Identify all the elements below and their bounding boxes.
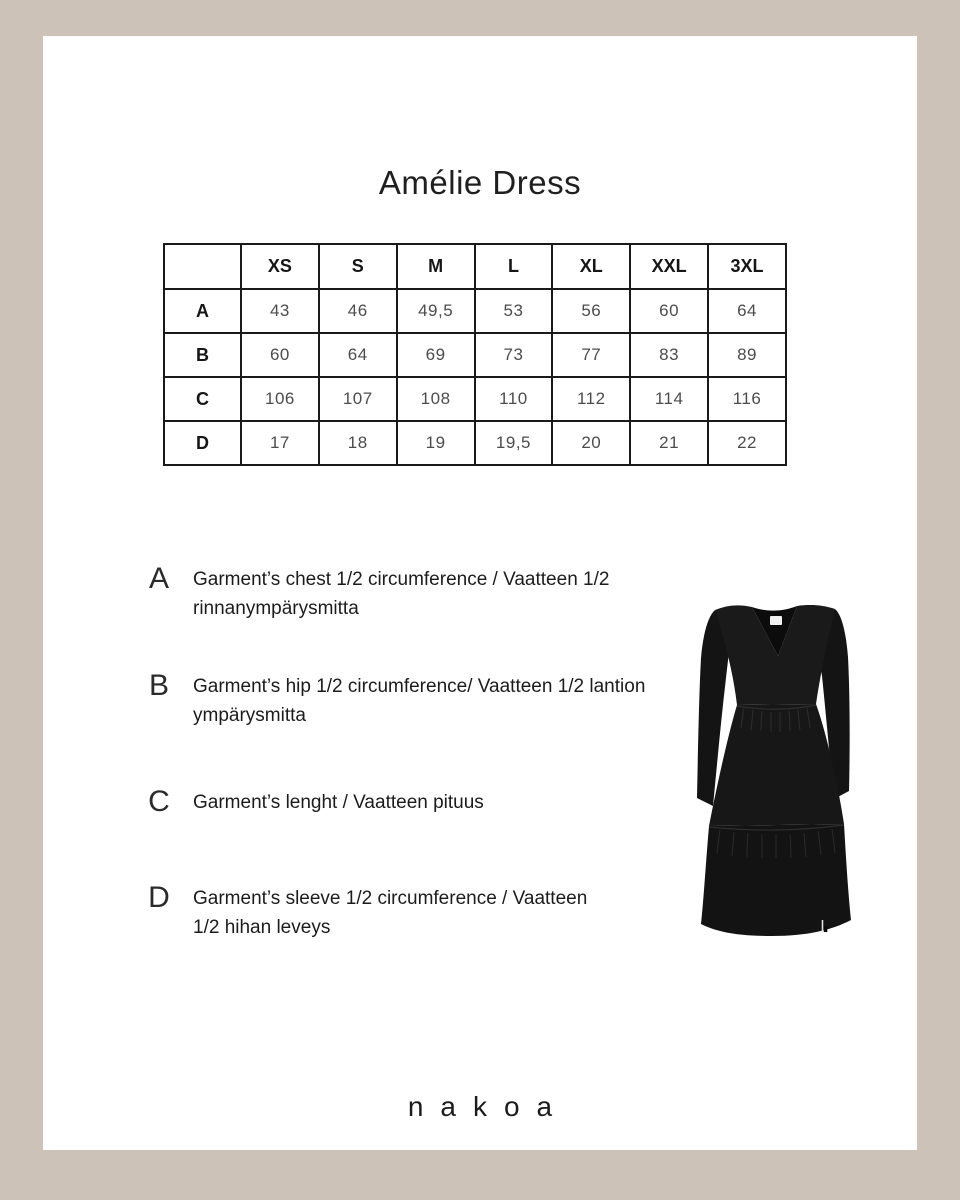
legend-text <box>193 788 484 817</box>
measurement-value-cell: 19 <box>397 421 475 465</box>
size-column-header: 3XL <box>708 244 786 289</box>
legend-text-line: Garment’s sleeve 1/2 circumference / Vaatteen <box>193 888 588 909</box>
legend-letter: C <box>148 785 170 818</box>
measurement-value-cell: 89 <box>708 333 786 377</box>
measurement-value-cell: 108 <box>397 377 475 421</box>
measurement-value-cell: 83 <box>630 333 708 377</box>
measurement-value-cell: 114 <box>630 377 708 421</box>
page-title: Amélie Dress <box>378 164 582 201</box>
measurement-value-cell: 64 <box>708 289 786 333</box>
legend-letter: D <box>148 881 170 914</box>
legend-row-D <box>143 881 588 942</box>
measurement-value-cell: 43 <box>241 289 319 333</box>
measurement-value-cell: 17 <box>241 421 319 465</box>
measurement-value-cell: 60 <box>630 289 708 333</box>
measurement-value-cell: 46 <box>319 289 397 333</box>
legend-text <box>193 672 645 730</box>
measurement-value-cell: 107 <box>319 377 397 421</box>
measurement-value-cell: 112 <box>552 377 630 421</box>
legend-text-line: rinnanympärysmitta <box>193 598 359 619</box>
measurement-row-label: A <box>164 289 241 333</box>
corner-cell <box>164 244 241 289</box>
legend-text-line: Garment’s hip 1/2 circumference/ Vaatteen 1/2 lantion <box>193 676 646 697</box>
measurement-value-cell: 64 <box>319 333 397 377</box>
size-chart-table <box>163 243 787 466</box>
size-column-header: XL <box>552 244 630 289</box>
brand-logo-wrap <box>43 1091 917 1123</box>
size-column-header: M <box>397 244 475 289</box>
measurement-value-cell: 73 <box>475 333 553 377</box>
legend-letter: B <box>148 669 169 702</box>
measurement-value-cell: 19,5 <box>475 421 553 465</box>
legend-text <box>193 884 587 942</box>
measurement-value-cell: 20 <box>552 421 630 465</box>
measurement-value-cell: 60 <box>241 333 319 377</box>
measurement-value-cell: 21 <box>630 421 708 465</box>
table-row <box>164 377 786 421</box>
measurement-value-cell: 69 <box>397 333 475 377</box>
legend-row-A <box>143 562 610 623</box>
measurement-row-label: D <box>164 421 241 465</box>
size-column-header: XS <box>241 244 319 289</box>
table-header-row <box>164 244 786 289</box>
legend-row-C <box>143 785 484 818</box>
size-column-header: L <box>475 244 553 289</box>
measurement-value-cell: 18 <box>319 421 397 465</box>
dress-hem-tag <box>824 926 828 932</box>
measurement-value-cell: 53 <box>475 289 553 333</box>
legend-text <box>193 565 609 623</box>
measurement-row-label: C <box>164 377 241 421</box>
size-guide-card <box>43 36 917 1150</box>
dress-neck-label <box>770 616 782 625</box>
table-row <box>164 289 786 333</box>
measurement-value-cell: 116 <box>708 377 786 421</box>
legend-row-B <box>143 669 646 730</box>
dress-middle-tier <box>709 704 844 826</box>
table-row <box>164 333 786 377</box>
size-column-header: S <box>319 244 397 289</box>
size-column-header: XXL <box>630 244 708 289</box>
legend-text-line: ympärysmitta <box>193 705 306 726</box>
measurement-value-cell: 49,5 <box>397 289 475 333</box>
brand-logo: nakoa <box>407 1091 570 1122</box>
measurement-value-cell: 56 <box>552 289 630 333</box>
measurement-value-cell: 22 <box>708 421 786 465</box>
legend-text-line: Garment’s chest 1/2 circumference / Vaatteen 1/2 <box>193 569 610 590</box>
measurement-value-cell: 77 <box>552 333 630 377</box>
table-row <box>164 421 786 465</box>
legend-text-line: Garment’s lenght / Vaatteen pituus <box>193 792 484 813</box>
table-head <box>164 244 786 289</box>
legend-letter: A <box>148 562 169 595</box>
measurement-row-label: B <box>164 333 241 377</box>
legend-text-line: 1/2 hihan leveys <box>193 917 331 938</box>
dress-illustration <box>692 600 856 938</box>
table-body <box>164 289 786 465</box>
measurement-value-cell: 106 <box>241 377 319 421</box>
measurement-value-cell: 110 <box>475 377 553 421</box>
